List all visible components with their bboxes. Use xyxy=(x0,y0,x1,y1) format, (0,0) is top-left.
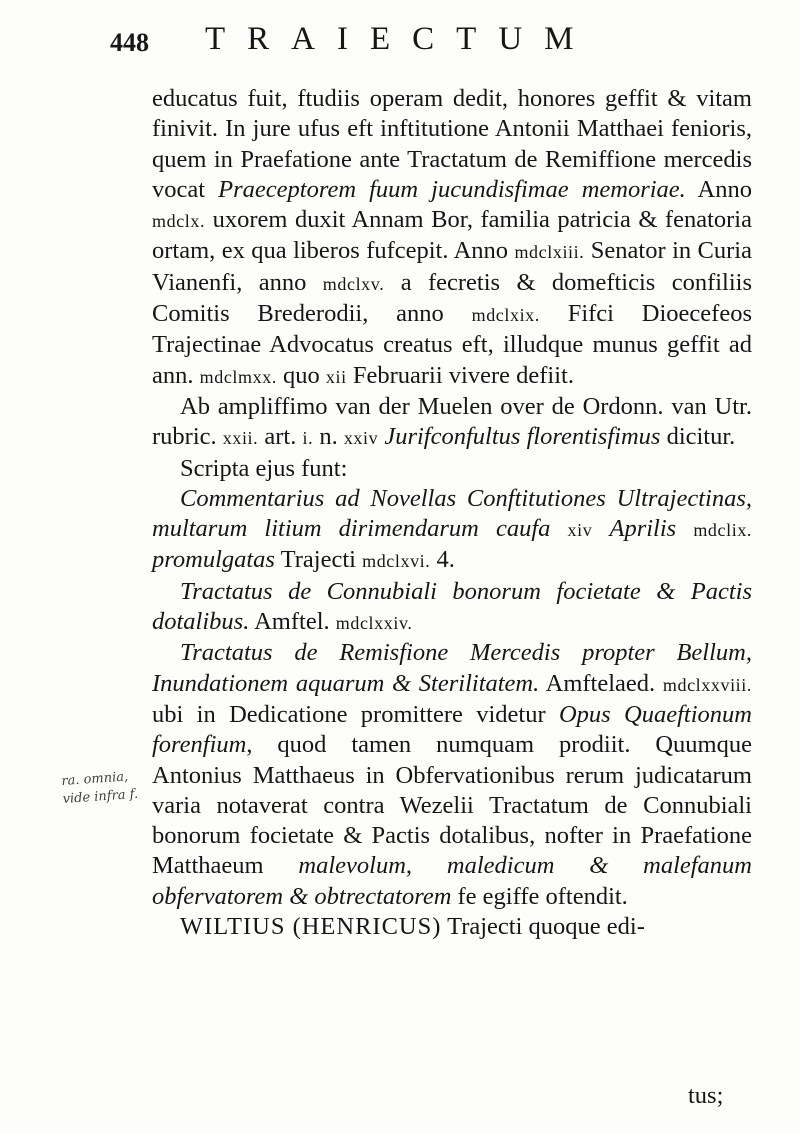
catchword: tus; xyxy=(688,1082,724,1109)
paragraph-reference: Ab ampliffimo van der Muelen over de Ordonn. van Utr. rubric. xxii. art. i. n. xxiv Jurifconfultus florentisfimus dicitur. xyxy=(152,392,752,451)
work-title: Tractatus de Remisfione Mercedis propter Bellum, Inundationem aquarum & Sterilitatem. xyxy=(152,639,752,697)
paragraph-biography: educatus fuit, ftudiis operam dedit, honores geffit & vitam finivit. In jure ufus eft inftitutione Antonii Matthaei fenioris, quem in Praefatione ante Tractatum de Remiffione mercedis vocat Praeceptorem fuum jucundisfimae memoriae. Anno mdclx. uxorem duxit Annam Bor, familia patricia & fenatoria ortam, ex qua liberos fufcepit. Anno mdclxiii. Senator in Curia Vianenfi, anno mdclxv. a fecretis & domefticis confiliis Comitis Brederodii, anno mdclxix. Fifci Dioecefeos Trajectinae Advocatus creatus eft, illudque munus geffit ad ann. mdclmxx. quo xii Februarii vivere defiit. xyxy=(152,85,752,389)
work-entry-remisfione: Tractatus de Remisfione Mercedis propter Bellum, Inundationem aquarum & Sterilitatem. Amftelaed. mdclxxviii. ubi in Dedicatione promittere videtur Opus Quaeftionum forenfium, quod tamen numquam prodiit. Quumque Antonius Matthaeus in Obfervationibus rerum judicatarum varia notaverat contra Wezelii Tractatum de Connubiali bonorum focietate & Pactis dotalibus, nofter in Praefatione Matthaeum malevolum, maledicum & malefanum obfervatorem & obtrectatorem fe egiffe oftendit. xyxy=(152,639,752,910)
year-numeral: mdclmxx. xyxy=(199,366,277,387)
running-head: TRAIECTUM xyxy=(205,21,596,57)
handwritten-margin-note: ra. omnia, vide infra f. xyxy=(60,769,139,808)
paragraph-wiltius: WILTIUS (HENRICUS) Trajecti quoque edi- xyxy=(180,913,645,941)
year-numeral: mdclxiii. xyxy=(514,242,585,263)
year-numeral: mdclx. xyxy=(152,211,206,232)
body-text xyxy=(152,84,752,942)
work-entry-connubiali: Tractatus de Connubiali bonorum focietate & Pactis dotalibus. Amftel. mdclxxiv. xyxy=(152,577,752,636)
day-numeral: xii xyxy=(325,366,347,387)
year-numeral: mdclxv. xyxy=(322,273,385,294)
page-header xyxy=(110,14,720,62)
work-title: Commentarius ad Novellas Conftitutiones Ultrajectinas, multarum litium dirimendarum caufa xyxy=(152,484,752,543)
year-numeral: mdclxix. xyxy=(471,305,540,326)
quoted-phrase: Jurifconfultus florentisfimus xyxy=(384,423,661,451)
work-entry-commentarius: Commentarius ad Novellas Conftitutiones Ultrajectinas, multarum litium dirimendarum caufa xiv Aprilis mdclix. promulgatas Trajecti mdclxvi. 4. xyxy=(152,484,753,574)
quoted-phrase: Praeceptorem fuum jucundisfimae memoriae. xyxy=(218,175,686,203)
page-number: 448 xyxy=(110,28,149,57)
paragraph-writings-heading: Scripta ejus funt: xyxy=(180,454,348,482)
work-title: Tractatus de Connubiali bonorum focietate & Pactis dotalibus. xyxy=(152,577,752,636)
entry-name: WILTIUS (HENRICUS) xyxy=(180,913,442,941)
